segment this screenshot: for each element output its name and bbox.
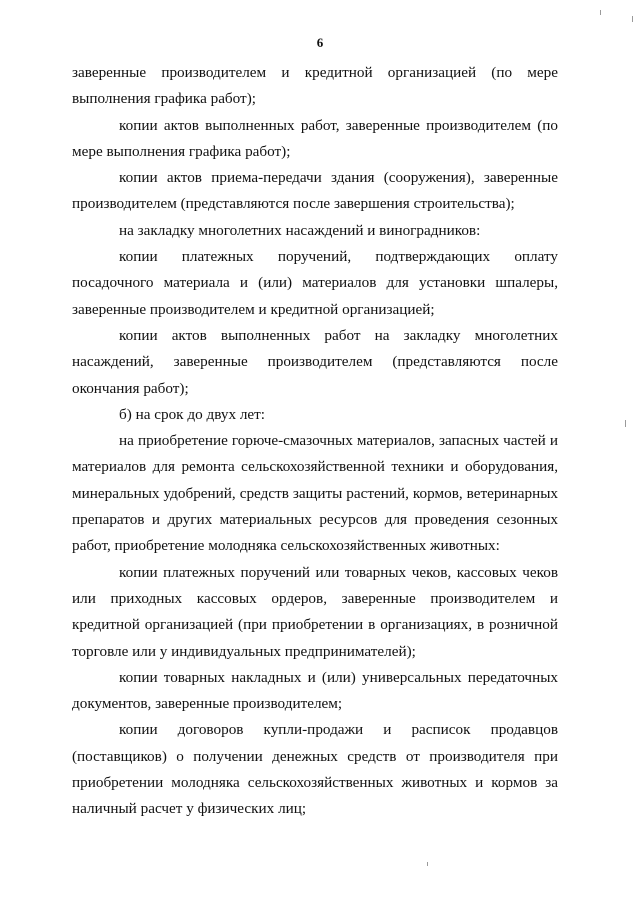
paragraph: копии платежных поручений, подтверждающих оплату посадочного материала и (или) материалов для установки шпалеры, заверенные производителем и кредитной организацией;: [72, 248, 558, 318]
paragraph: копии актов выполненных работ на закладку многолетних насаждений, заверенные производителем (представляются после окончания работ);: [72, 326, 558, 397]
scan-artifact: [632, 16, 633, 22]
paragraph: на приобретение горюче-смазочных материалов, запасных частей и материалов для ремонта сельскохозяйственной техники и оборудования, минеральных удобрений, средств защиты растений, кормов, ветеринарных препаратов и других материальных ресурсов для проведения сезонных работ, приобретение молодняка сельскохозяйственных животных:: [72, 432, 558, 555]
paragraph: копии актов приема-передачи здания (сооружения), заверенные производителем (представляются после завершения строительства);: [72, 169, 558, 213]
paragraph: копии договоров купли-продажи и расписок продавцов (поставщиков) о получении денежных средств от производителя при приобретении молодняка сельскохозяйственных животных и кормов за наличный расчет у физических лиц;: [72, 721, 558, 818]
scan-artifact: [600, 10, 601, 15]
paragraph: заверенные производителем и кредитной организацией (по мере выполнения графика работ);: [72, 64, 558, 108]
paragraph: копии товарных накладных и (или) универсальных передаточных документов, заверенные производителем;: [72, 668, 558, 713]
document-body: [72, 60, 558, 823]
paragraph: копии актов выполненных работ, заверенные производителем (по мере выполнения графика работ);: [72, 116, 558, 160]
page-number: 6: [316, 35, 324, 50]
paragraph: на закладку многолетних насаждений и виноградников:: [119, 221, 481, 239]
scan-artifact: [625, 420, 626, 427]
section-heading: б) на срок до двух лет:: [119, 405, 266, 423]
scan-artifact: [427, 862, 428, 866]
paragraph: копии платежных поручений или товарных чеков, кассовых чеков или приходных кассовых ордеров, заверенные производителем и кредитной организацией (при приобретении в организациях, в розничной торговле или у индивидуальных предпринимателей);: [72, 563, 558, 660]
